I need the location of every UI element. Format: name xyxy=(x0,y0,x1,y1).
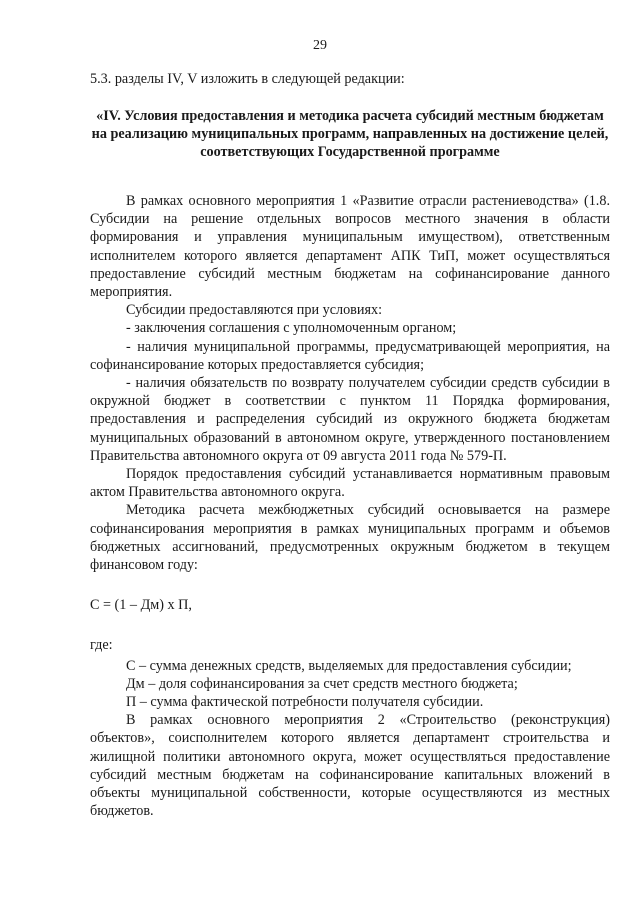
paragraph: Методика расчета межбюджетных субсидий основывается на размере софинансирования мероприятия в рамках муниципальных программ и объемов бюджетных ассигнований, предусмотренных окружным бюджетом в текущем финансовом году: xyxy=(90,502,610,574)
condition-item: - заключения соглашения с уполномоченным органом; xyxy=(126,320,457,337)
page-number: 29 xyxy=(313,38,327,53)
definition-item: Дм – доля софинансирования за счет средств местного бюджета; xyxy=(126,675,518,692)
definition-item: С – сумма денежных средств, выделяемых для предоставления субсидии; xyxy=(126,657,572,674)
section-body xyxy=(90,192,610,821)
condition-item: - наличия муниципальной программы, предусматривающей мероприятия, на софинансирование которых предоставляется субсидия; xyxy=(90,338,610,373)
section-heading: «IV. Условия предоставления и методика расчета субсидий местным бюджетам на реализацию муниципальных программ, направленных на достижение целей, соответствующих Государственной программе xyxy=(91,108,609,161)
formula: С = (1 – Дм) х П, xyxy=(90,597,192,614)
amendment-intro: 5.3. разделы IV, V изложить в следующей редакции: xyxy=(90,71,405,87)
definition-item: П – сумма фактической потребности получателя субсидии. xyxy=(126,694,484,711)
paragraph: Субсидии предоставляются при условиях: xyxy=(126,302,383,319)
paragraph: В рамках основного мероприятия 1 «Развитие отрасли растениеводства» (1.8. Субсидии на решение отдельных вопросов местного значения в области формирования и управления муниципальным имуществом), ответственным исполнителем которого является департамент АПК ТиП, может осуществляться предоставление субсидий местным бюджетам на софинансирование данного мероприятия. xyxy=(90,193,610,301)
paragraph: Порядок предоставления субсидий устанавливается нормативным правовым актом Правительства автономного округа. xyxy=(90,466,610,501)
paragraph: В рамках основного мероприятия 2 «Строительство (реконструкция) объектов», соисполнителем которого является департамент строительства и жилищной политики автономного округа, может осуществляться предоставление субсидий местным бюджетам на софинансирование капитальных вложений в объекты муниципальной собственности, которые осуществляются из местных бюджетов. xyxy=(90,712,610,820)
condition-item: - наличия обязательств по возврату получателем субсидии средств субсидии в окружной бюджет в соответствии с пунктом 11 Порядка формирования, предоставления и распределения субсидий из окружного бюджета бюджетам муниципальных образований в автономном округе, утвержденного постановлением Правительства автономного округа от 09 августа 2011 года № 579-П. xyxy=(90,375,610,464)
where-label: где: xyxy=(90,637,113,654)
